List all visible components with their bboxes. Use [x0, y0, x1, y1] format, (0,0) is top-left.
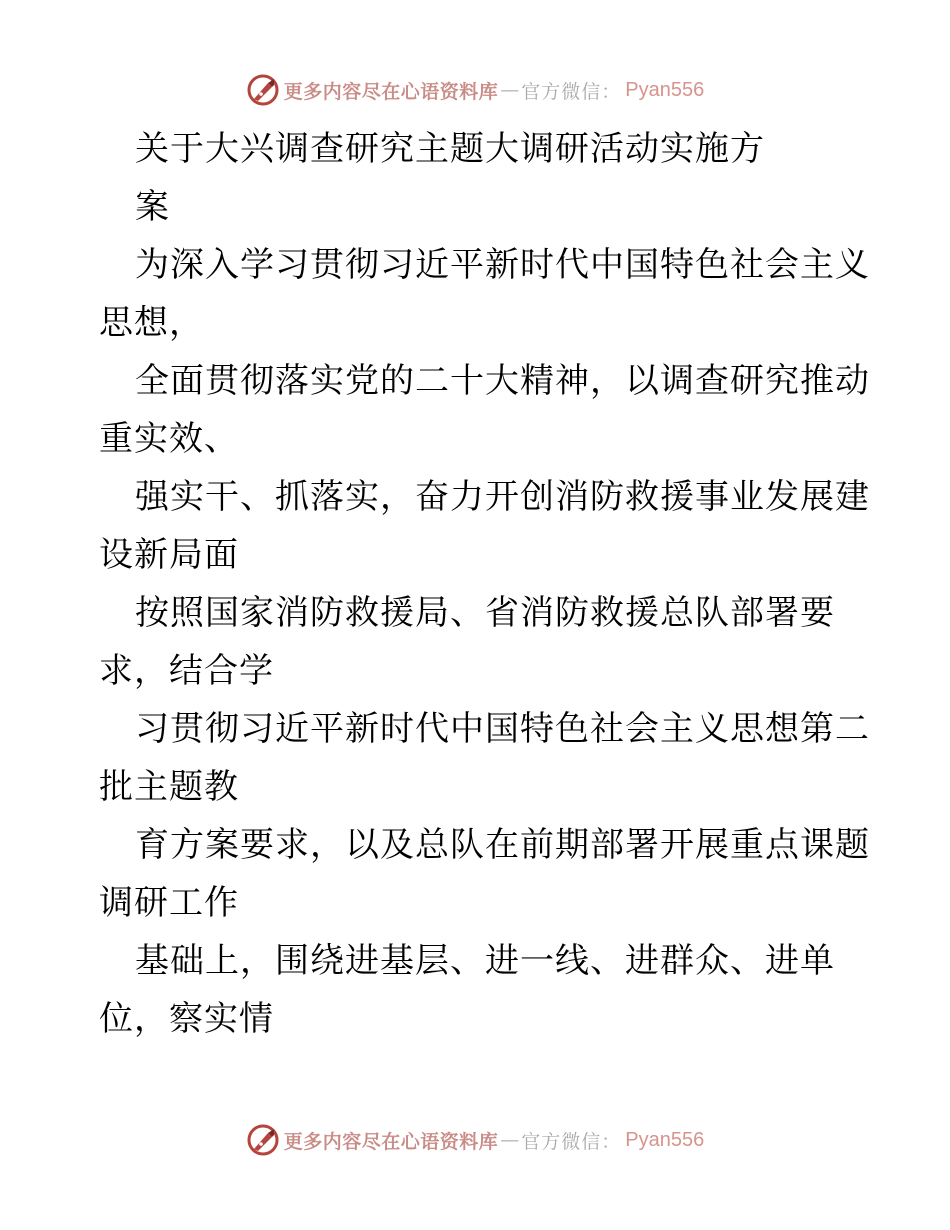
paragraph-line: 基础上，围绕进基层、进一线、进群众、进单 [135, 941, 835, 981]
footer-wechat-id: Pyan556 [625, 1128, 705, 1151]
paragraph-line: 调研工作 [99, 883, 239, 923]
header-banner [0, 70, 950, 110]
paragraph-line: 育方案要求，以及总队在前期部署开展重点课题 [135, 825, 870, 865]
paragraph-line: 思想， [99, 303, 204, 343]
pen-nib-logo-icon [246, 1123, 280, 1157]
paragraph-line: 按照国家消防救援局、省消防救援总队部署要 [135, 593, 835, 633]
paragraph-line: 全面贯彻落实党的二十大精神，以调查研究推动 [135, 361, 870, 401]
paragraph-line: 求，结合学 [99, 651, 274, 691]
paragraph-line: 批主题教 [99, 767, 239, 807]
paragraph-line: 强实干、抓落实，奋力开创消防救援事业发展建 [135, 477, 870, 517]
paragraph-line: 为深入学习贯彻习近平新时代中国特色社会主义 [135, 245, 870, 285]
paragraph-line: 位，察实情 [99, 999, 274, 1039]
header-dash: — [500, 79, 520, 101]
paragraph-line: 习贯彻习近平新时代中国特色社会主义思想第二 [135, 709, 870, 749]
header-wechat-label: 官方微信： [521, 80, 622, 103]
footer-banner [0, 1120, 950, 1160]
pen-nib-logo-icon [246, 73, 280, 107]
document-body [99, 120, 870, 1048]
paragraph-line: 设新局面 [99, 535, 239, 575]
paragraph-line: 重实效、 [99, 419, 239, 459]
footer-site-text: 更多内容尽在心语资料库 [283, 1130, 499, 1153]
header-site-text: 更多内容尽在心语资料库 [283, 80, 499, 103]
header-wechat-id: Pyan556 [625, 78, 705, 101]
footer-wechat-label: 官方微信： [521, 1130, 622, 1153]
document-title-line-1: 关于大兴调查研究主题大调研活动实施方 [135, 129, 765, 169]
footer-dash: — [500, 1129, 520, 1151]
document-title-line-2: 案 [135, 187, 170, 227]
